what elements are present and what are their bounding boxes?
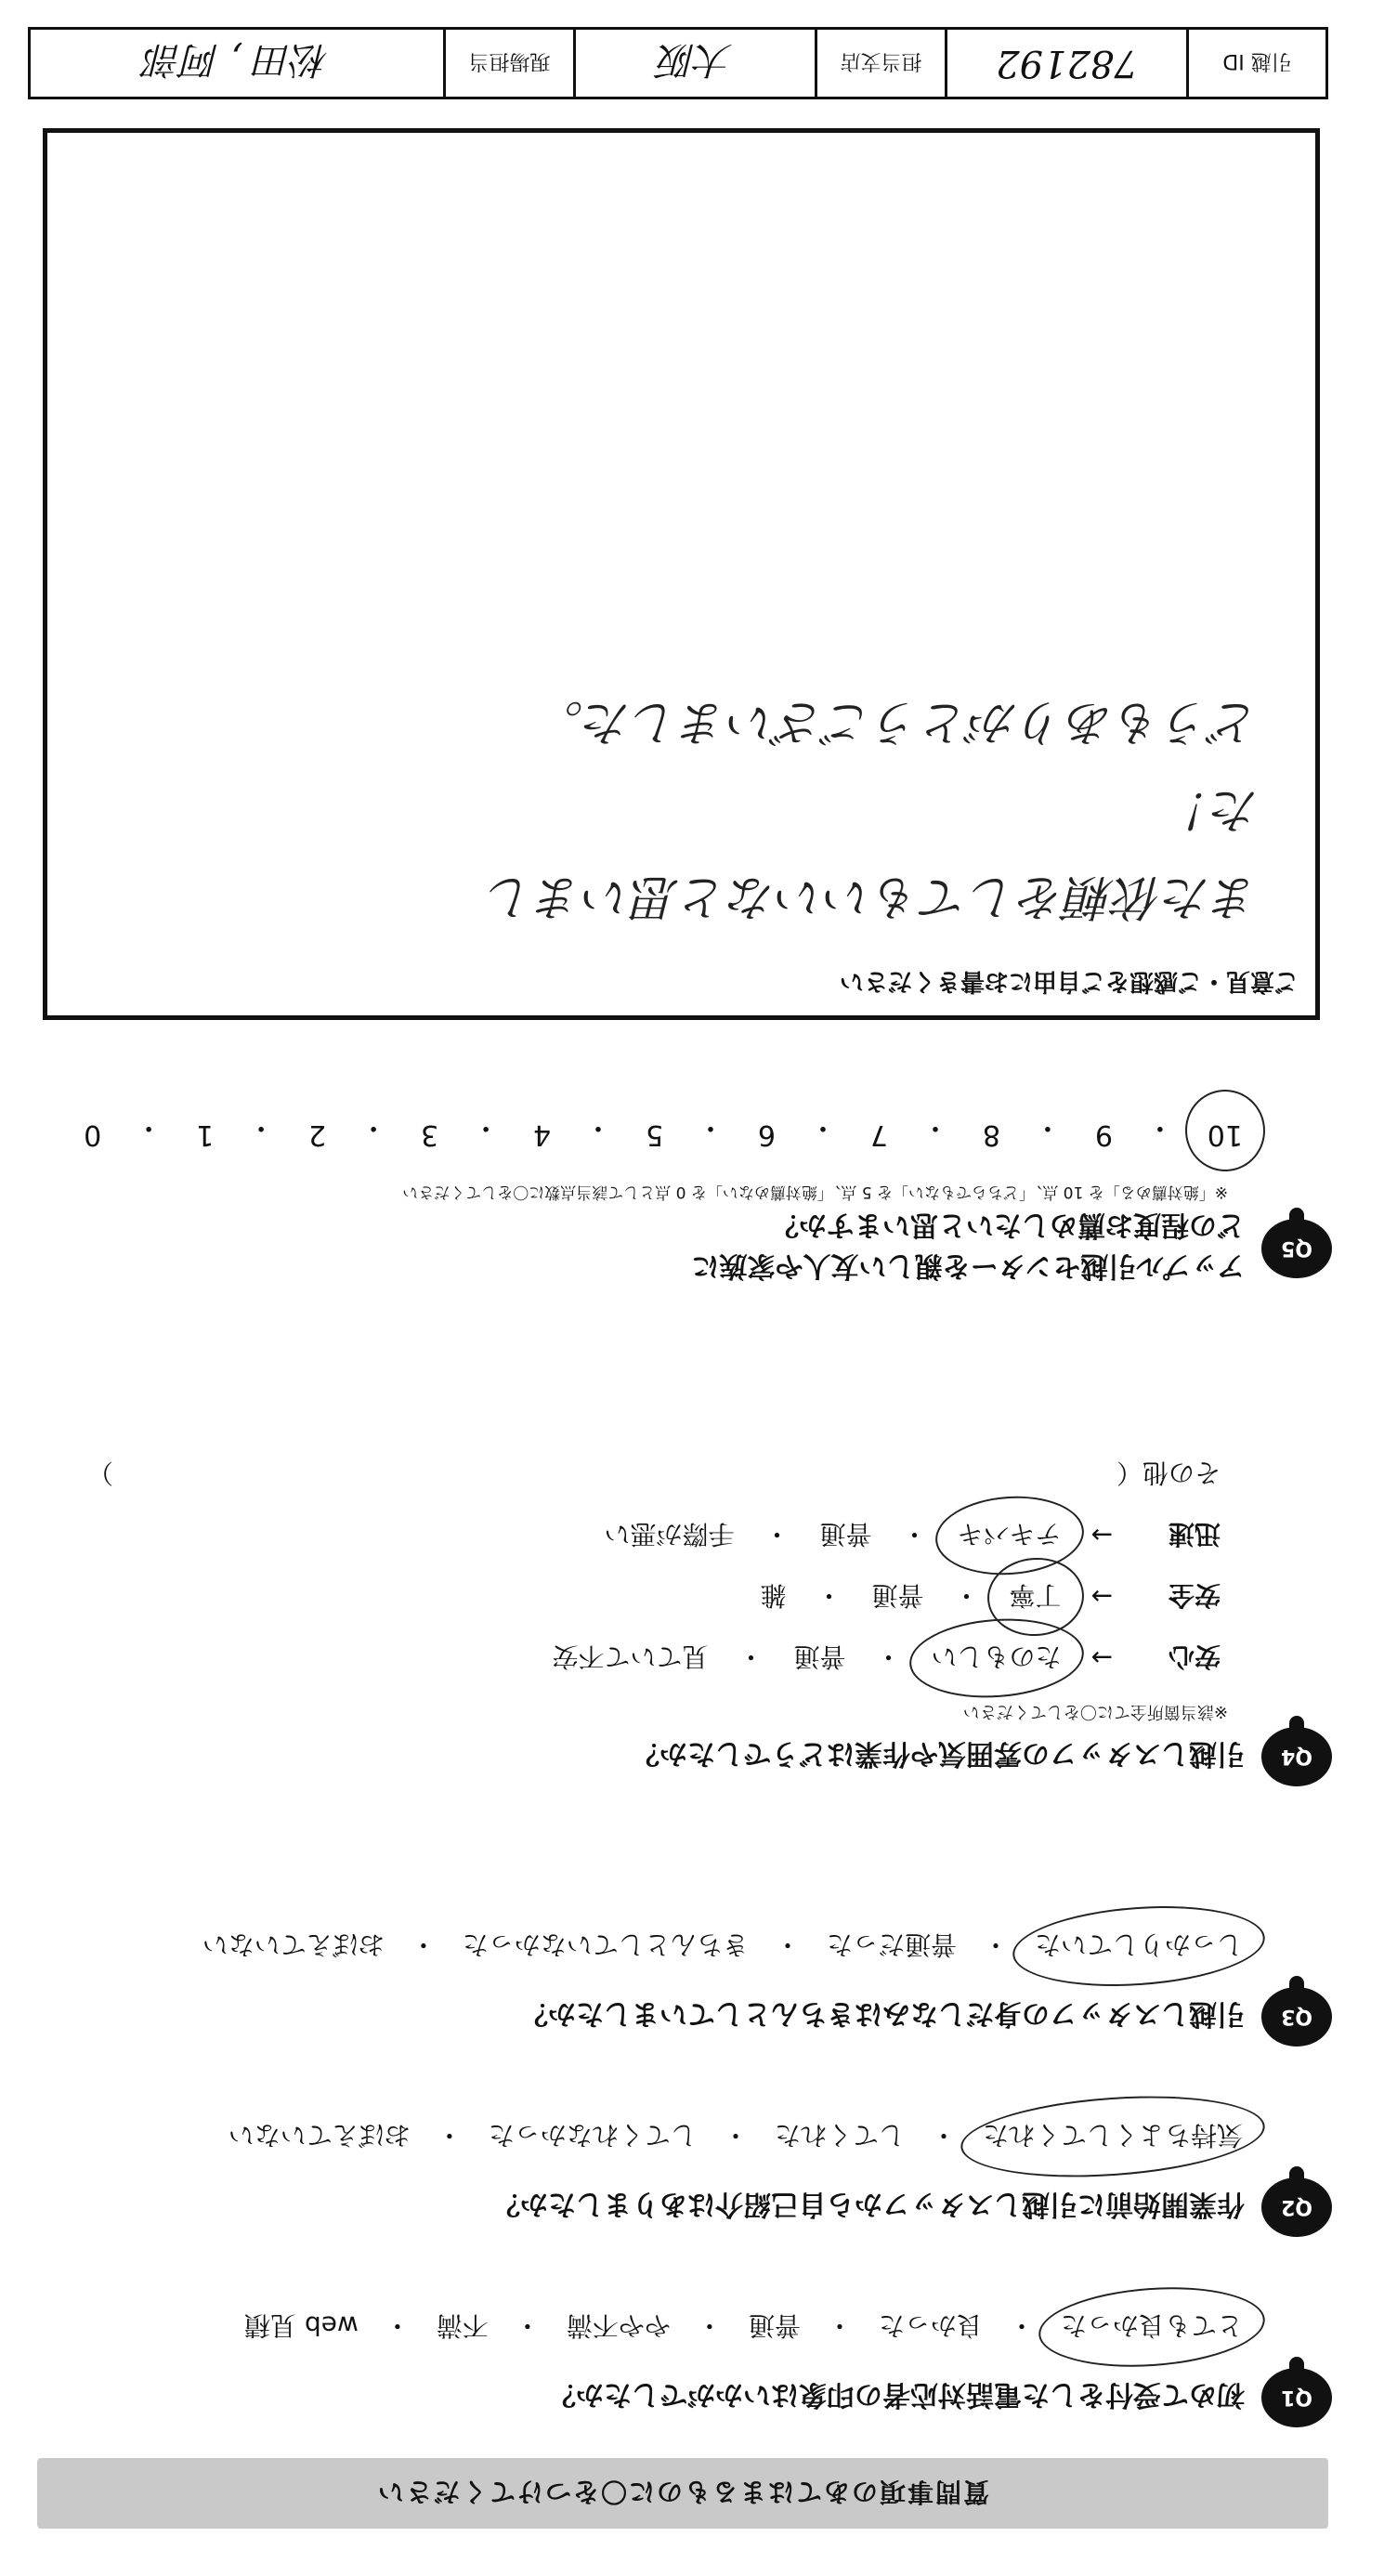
q4-option[interactable]: 普通 — [871, 1580, 924, 1611]
id-label: 引越 ID — [1186, 30, 1325, 97]
q4-row-label: 安心 — [1168, 1641, 1221, 1672]
q1-option[interactable]: web 見積 — [244, 2310, 359, 2341]
q5-score[interactable]: 2 — [308, 1118, 327, 1151]
q3-options: しっかりしていた ・ 普通だった ・ きちんとしていなかった ・ おぼえていない — [13, 1928, 1248, 1965]
branch-label: 担当支店 — [815, 30, 945, 97]
q2-badge: Q2 — [1261, 2177, 1332, 2237]
q3-option[interactable]: おぼえていない — [202, 1929, 385, 1960]
form-header-title: 質問事項のあてはまるものに〇をつけてください — [376, 2477, 990, 2507]
q5-score[interactable]: 4 — [533, 1118, 552, 1151]
q2-text: 作業開始前に引越しスタッフから自己紹介はありましたか？ — [492, 2188, 1245, 2220]
q1-option[interactable]: とても良かった — [1055, 2308, 1248, 2346]
question-3 — [13, 1928, 1332, 2046]
q2-options: 気持ちよくしてくれた ・ してくれた ・ してくれなかった ・ おぼえていない — [13, 2118, 1248, 2155]
q1-badge: Q1 — [1261, 2368, 1332, 2427]
q4-option[interactable]: 雑 — [760, 1580, 787, 1611]
id-value[interactable]: 782192 — [945, 30, 1186, 97]
q4-option[interactable]: 見ていて不安 — [552, 1641, 709, 1672]
q4-option[interactable]: 普通 — [793, 1641, 846, 1672]
q1-option[interactable]: 不満 — [436, 2310, 489, 2341]
q4-option[interactable]: 丁寧 — [1004, 1578, 1067, 1615]
q4-other-label: その他（ — [1116, 1458, 1221, 1488]
q5-note: ※「絶対薦める」を 10 点、「どちらでもない」を 5 点、「絶対薦めない」を 0 点として該当点数に〇をしてください — [402, 1183, 1228, 1201]
q5-badge: Q5 — [1261, 1219, 1332, 1278]
q2-option[interactable]: おぼえていない — [228, 2120, 411, 2151]
q4-row-anshin: 安心 → たのもしい ・ 普通 ・ 見ていて不安 — [13, 1640, 1221, 1677]
question-5 — [13, 1110, 1332, 1289]
q5-text-line2: どの程度お薦めしたいと思いますか？ — [771, 1209, 1245, 1241]
q3-option[interactable]: 普通だった — [826, 1929, 957, 1960]
staff-value[interactable]: 松田 , 阿部 — [144, 38, 330, 82]
q1-option[interactable]: 良かった — [878, 2310, 983, 2341]
q5-score[interactable]: 9 — [1094, 1118, 1113, 1151]
q5-score[interactable]: 0 — [84, 1118, 102, 1151]
q3-text: 引越しスタッフの身だしなみはきちんとしていましたか？ — [520, 1997, 1245, 2030]
form-header — [37, 2458, 1328, 2529]
question-4 — [13, 1456, 1332, 1786]
q3-option[interactable]: しっかりしていた — [1029, 1928, 1248, 1965]
q4-note: ※該当箇所全てに〇をしてください — [962, 1702, 1228, 1721]
q4-option[interactable]: たのもしい — [926, 1640, 1067, 1677]
q5-score[interactable]: 1 — [196, 1118, 215, 1151]
q4-option[interactable]: 手際が悪い — [604, 1519, 735, 1550]
q5-score[interactable]: 3 — [421, 1118, 439, 1151]
q2-option[interactable]: 気持ちよくしてくれた — [977, 2118, 1248, 2155]
q1-options: とても良かった ・ 良かった ・ 普通 ・ やや不満 ・ 不満 ・ web 見積 — [13, 2308, 1248, 2346]
staff-label: 現場担当 — [443, 30, 573, 97]
q5-score[interactable]: 6 — [757, 1118, 777, 1151]
q1-option[interactable]: やや不満 — [566, 2310, 671, 2341]
branch-value[interactable]: 大阪 — [573, 30, 815, 97]
q5-score[interactable]: 10 — [1202, 1110, 1248, 1151]
handwritten-line: また依頼をしてもいいなと思いまし — [486, 869, 1260, 924]
q1-option[interactable]: 普通 — [748, 2310, 801, 2341]
q2-option[interactable]: してくれなかった — [488, 2120, 697, 2151]
handwritten-line: どうもありがとうございました。 — [534, 694, 1260, 750]
q5-scale: 10 ・ 9 ・ 8 ・ 7 ・ 6 ・ 5 ・ 4 ・ 3 ・ 2 ・ 1 ・ 0 — [78, 1110, 1248, 1151]
q3-badge: Q3 — [1261, 1987, 1332, 2046]
form-footer — [28, 27, 1328, 99]
q1-text: 初めて受付をした電話対応者の印象はいかがでしたか？ — [548, 2378, 1245, 2411]
q5-score[interactable]: 5 — [645, 1118, 664, 1151]
q4-badge: Q4 — [1261, 1727, 1332, 1786]
handwritten-line: た！ — [1162, 781, 1260, 837]
q5-text-line1: アップル引越センターを親しい友人や家族に — [691, 1249, 1245, 1282]
q4-row-anzen: 安全 → 丁寧 ・ 普通 ・ 雑 — [13, 1578, 1221, 1615]
q5-score[interactable]: 8 — [982, 1118, 1000, 1151]
q4-row-jinsoku: 迅速 → テキパキ ・ 普通 ・ 手際が悪い — [13, 1517, 1221, 1554]
comments-box[interactable] — [43, 128, 1320, 1020]
q4-other-close: ） — [87, 1458, 114, 1488]
q4-text: 引越しスタッフの雰囲気や作業はどうでしたか？ — [632, 1737, 1245, 1770]
q4-row-label: 安全 — [1168, 1580, 1221, 1611]
q3-option[interactable]: きちんとしていなかった — [462, 1929, 749, 1960]
q4-option[interactable]: テキパキ — [952, 1517, 1067, 1554]
question-1 — [13, 2308, 1332, 2427]
q4-other — [87, 1456, 1221, 1493]
question-2 — [13, 2118, 1332, 2237]
q4-row-label: 迅速 — [1168, 1519, 1221, 1550]
q5-score[interactable]: 7 — [869, 1118, 888, 1151]
comments-title: ご意見・ご感想をご自由にお書きください — [839, 967, 1299, 995]
q2-option[interactable]: してくれた — [774, 2120, 905, 2151]
q4-option[interactable]: 普通 — [819, 1519, 872, 1550]
